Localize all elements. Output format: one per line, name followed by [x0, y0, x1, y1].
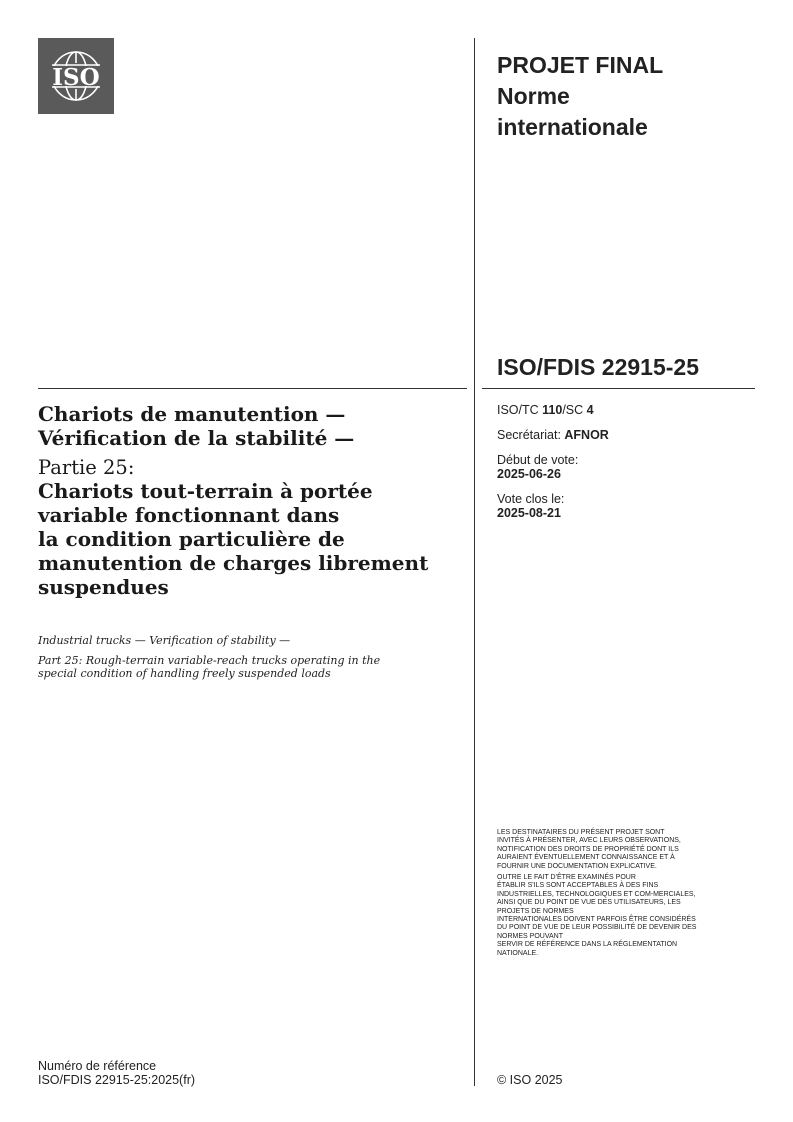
vertical-divider [474, 38, 475, 1086]
iso-logo [38, 38, 114, 114]
vote-start-date: 2025-06-26 [497, 467, 561, 481]
header-type-line2: internationale [497, 114, 648, 140]
sc-number: 4 [586, 403, 594, 417]
notice-line: ÉTABLIR S'ILS SONT ACCEPTABLES À DES FINS [497, 882, 659, 890]
english-title-block [38, 634, 458, 687]
part-title-line1: Chariots tout-terrain à portée [38, 479, 373, 503]
header-type-line1: Norme [497, 83, 570, 109]
vote-end-label: Vote clos le: [497, 492, 565, 506]
document-meta [497, 403, 757, 531]
reference-label: Numéro de référence [38, 1059, 157, 1073]
header-stage: PROJET FINAL [497, 52, 664, 78]
vote-end [497, 492, 757, 520]
committee-prefix: ISO/TC [497, 403, 543, 417]
tc-number: 110 [542, 403, 563, 417]
secretariat-line [497, 428, 757, 442]
secretariat-value: AFNOR [564, 428, 609, 442]
notice-line: SERVIR DE RÉFÉRENCE DANS LA RÉGLEMENTATION [497, 941, 678, 949]
vote-start-label: Début de vote: [497, 453, 579, 467]
secretariat-label: Secrétariat: [497, 428, 565, 442]
notice-line: AINSI QUE DU POINT DE VUE DES UTILISATEURS, LES [497, 899, 681, 907]
notice-line: NOTIFICATION DES DROITS DE PROPRIÉTÉ DONT ILS [497, 845, 679, 853]
part-title-line5: suspendues [38, 575, 169, 599]
notice-line: OUTRE LE FAIT D'ÊTRE EXAMINÉS POUR [497, 874, 636, 882]
left-horizontal-divider [38, 388, 467, 389]
notice-line: LES DESTINATAIRES DU PRÉSENT PROJET SONT [497, 829, 665, 836]
document-number: ISO/FDIS 22915-25 [497, 354, 699, 380]
vote-end-date: 2025-08-21 [497, 506, 561, 520]
part-label: Partie 25: [38, 456, 135, 479]
notice-paragraph-2 [497, 874, 755, 958]
notice-paragraph-1 [497, 829, 755, 871]
committee-line [497, 403, 757, 417]
copyright: © ISO 2025 [497, 1073, 563, 1087]
notice-line: INVITÉS À PRÉSENTER, AVEC LEURS OBSERVATIONS, [497, 837, 681, 845]
part-title-line2: variable fonctionnant dans [38, 503, 340, 527]
notice-line: NORMES POUVANT [497, 932, 563, 940]
english-main-title: Industrial trucks — Verification of stability — [38, 634, 291, 647]
vote-start [497, 453, 757, 481]
title-main-line2: Vérification de la stabilité — [38, 426, 355, 450]
right-horizontal-divider [482, 388, 755, 389]
reference-number [38, 1059, 195, 1087]
title-main-line1: Chariots de manutention — [38, 402, 346, 426]
notice-line: PROJETS DE NORMES [497, 907, 574, 915]
notice-line: FOURNIR UNE DOCUMENTATION EXPLICATIVE. [497, 862, 657, 870]
draft-notice [497, 829, 755, 961]
notice-line: INDUSTRIELLES, TECHNOLOGIQUES ET COM-MERCIALES, [497, 890, 696, 898]
logo-text: ISO [52, 64, 100, 91]
notice-line: NATIONALE. [497, 949, 539, 957]
notice-line: INTERNATIONALES DOIVENT PARFOIS ÊTRE CONSIDÉRÉS [497, 916, 696, 924]
notice-line: AURAIENT ÉVENTUELLEMENT CONNAISSANCE ET À [497, 854, 675, 862]
reference-value: ISO/FDIS 22915-25:2025(fr) [38, 1073, 196, 1087]
part-title-line4: manutention de charges librement [38, 551, 429, 575]
english-part-title-line2: special condition of handling freely suspended loads [38, 667, 331, 680]
french-title-block [38, 402, 463, 599]
english-part-title [38, 654, 458, 681]
english-part-title-line1: Part 25: Rough-terrain variable-reach trucks operating in the [38, 653, 381, 667]
sc-prefix: /SC [562, 403, 587, 417]
iso-globe-icon [38, 38, 114, 114]
part-title-line3: la condition particulière de [38, 527, 345, 551]
document-header [497, 50, 767, 143]
notice-line: DU POINT DE VUE DE LEUR POSSIBILITÉ DE DEVENIR DES [497, 924, 697, 932]
